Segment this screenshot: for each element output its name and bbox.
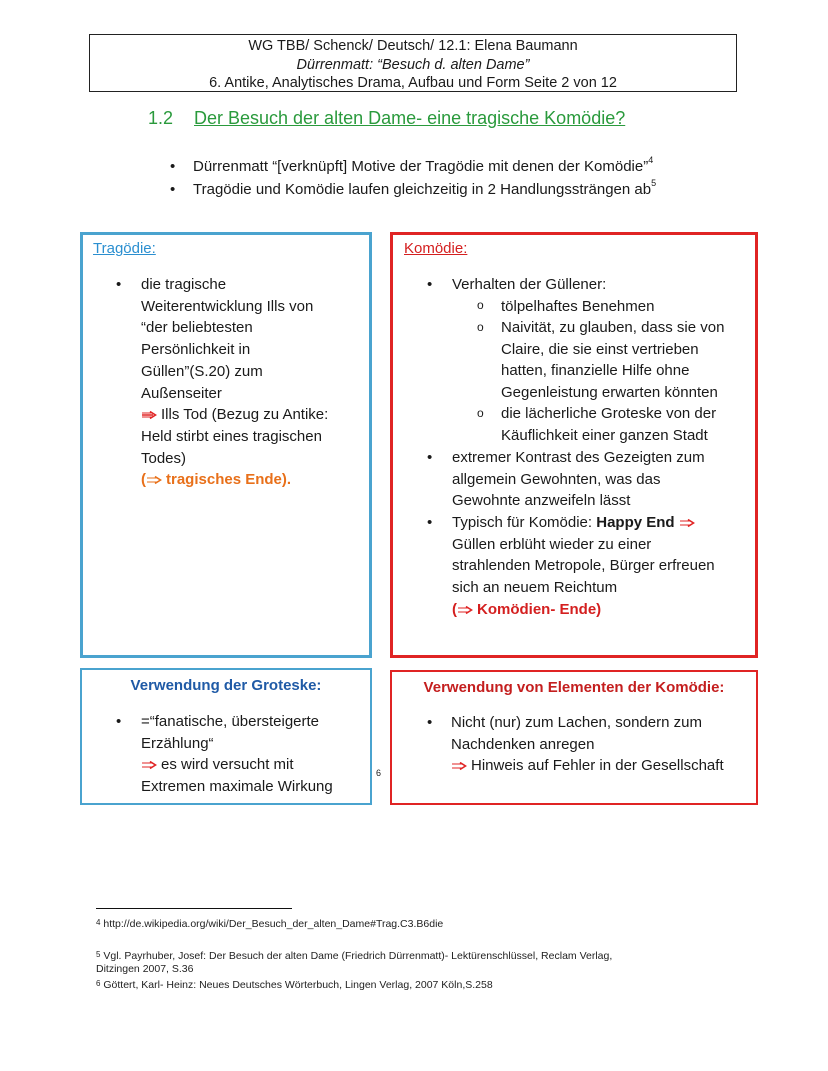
footnote-ref: 6 [376, 768, 382, 778]
bullet-icon: • [427, 514, 433, 531]
tragoedie-text: die tragische Weiterentwicklung Ills von “der beliebtesten Persönlichkeit in Güllen”(S.20) zum Außenseiter Ills Tod (Bezug zu Antike: Held stirbt eines tragischen Todes) ( tragisches Ende). [141, 276, 329, 489]
section-heading: Der Besuch der alten Dame- eine tragische Komödie? [194, 108, 626, 128]
bullet-icon: • [427, 276, 433, 293]
tragoedie-label: Tragödie: [93, 240, 156, 257]
komoedie-bullet-2: extremer Kontrast des Gezeigten zum allgemein Gewohnten, was das Gewohnte anzweifeln lässt [452, 449, 705, 510]
komoedie-sub-3: die lächerliche Groteske von der Käuflichkeit einer ganzen Stadt [501, 405, 717, 444]
footnote-5: $^5$ Vgl. Payrhuber, Josef: Der Besuch der alten Dame (Friedrich Dürrenmatt)- Lektürenschlüssel, Reclam Verlag, Ditzingen 2007, S.36 [96, 950, 613, 975]
bullet-icon: • [116, 276, 122, 293]
document-header [89, 34, 737, 92]
komoedie-label: Komödie: [404, 240, 468, 257]
arrow-right-icon [679, 518, 696, 528]
header-line-1: WG TBB/ Schenck/ Deutsch/ 12.1: Elena Baumann [248, 38, 578, 54]
sub-bullet-icon: o [477, 298, 484, 312]
intro-item: • Tragödie und Komödie laufen gleichzeitig in 2 Handlungssträngen $ab^5$ [170, 178, 790, 201]
tragoedie-ending: tragisches Ende). [166, 471, 292, 489]
arrow-right-icon [146, 475, 163, 485]
komoedie-ending: Komödien- Ende [477, 600, 597, 618]
bullet-icon: • [427, 714, 433, 731]
intro-item: • Dürrenmatt “[verknüpft] Motive der Tragödie mit denen der Komödie”$^4$ [170, 155, 790, 178]
sub-bullet-icon: o [477, 406, 484, 420]
komoedie-bullet-3: Typisch für Komödie: Happy End Güllen erblüht wieder zu einer strahlenden Metropole, Bürger erfreuen sich an neuem Reichtum ( Komödien- Ende) [452, 514, 715, 618]
arrow-right-icon [141, 760, 158, 770]
footnote-divider [96, 908, 292, 909]
komoedie-sub-1: tölpelhaftes Benehmen [501, 298, 655, 315]
komoedie-elemente-heading: Verwendung von Elementen der Komödie: [423, 679, 725, 696]
groteske-heading: Verwendung der Groteske: [130, 677, 322, 694]
komoedie-elemente-text: Nicht (nur) zum Lachen, sondern zum Nachdenken anregen Hinweis auf Fehler in der Gesellschaft [451, 714, 724, 775]
groteske-text: =“fanatische, übersteigerte Erzählung“ es wird versucht mit Extremen maximale Wirkung [141, 713, 333, 796]
arrow-right-icon [141, 410, 158, 420]
arrow-right-icon [451, 761, 468, 771]
section-title [148, 108, 625, 129]
header-line-3: 6. Antike, Analytisches Drama, Aufbau und Form Seite 2 von 12 [209, 75, 617, 91]
bullet-icon: • [116, 713, 122, 730]
komoedie-bullet-1: Verhalten der Güllener: [452, 276, 607, 293]
bullet-icon: • [427, 449, 433, 466]
intro-list [170, 155, 790, 201]
komoedie-sub-2: Naivität, zu glauben, dass sie von Claire, die sie einst vertrieben hatten, finanzielle Hilfe ohne Gegenleistung erwarten könnten [501, 319, 725, 402]
section-number: 1.2 [148, 108, 174, 128]
footnote-4: $^4$ http://de.wikipedia.org/wiki/Der_Besuch_der_alten_Dame#Trag.C3.B6die [96, 918, 444, 930]
arrow-right-icon [457, 605, 474, 615]
header-line-2: Dürrenmatt: “Besuch d. alten Dame” [296, 56, 530, 73]
footnote-6: $^6$ Göttert, Karl- Heinz: Neues Deutsches Wörterbuch, Lingen Verlag, 2007 Köln,S.258 [96, 979, 493, 991]
sub-bullet-icon: o [477, 320, 484, 334]
